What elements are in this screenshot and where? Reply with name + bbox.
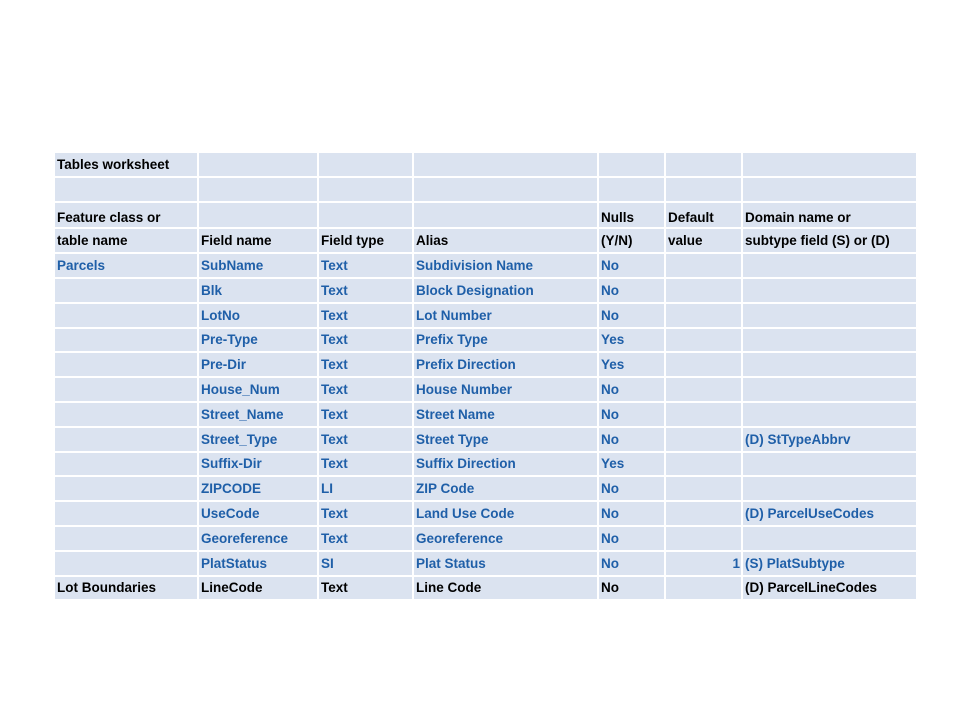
header-cell: Domain name or <box>742 202 917 229</box>
field-type-cell: Text <box>318 402 413 427</box>
header-cell: subtype field (S) or (D) <box>742 228 917 253</box>
nulls-cell: No <box>598 476 665 501</box>
default-value-cell <box>665 427 742 452</box>
field-name-cell: LotNo <box>198 303 318 328</box>
header-cell: table name <box>55 228 198 253</box>
table-name-cell <box>55 402 198 427</box>
nulls-cell: Yes <box>598 352 665 377</box>
default-value-cell <box>665 303 742 328</box>
domain-cell <box>742 352 917 377</box>
alias-cell: Georeference <box>413 526 598 551</box>
empty-cell <box>198 153 318 177</box>
header-cell: Feature class or <box>55 202 198 229</box>
table-name-cell: Lot Boundaries <box>55 576 198 601</box>
worksheet-title: Tables worksheet <box>55 153 198 177</box>
field-name-cell: Pre-Type <box>198 328 318 353</box>
nulls-cell: No <box>598 501 665 526</box>
header-cell: Default <box>665 202 742 229</box>
field-type-cell: SI <box>318 551 413 576</box>
default-value-cell <box>665 402 742 427</box>
nulls-cell: No <box>598 551 665 576</box>
field-name-cell: Street_Name <box>198 402 318 427</box>
field-type-cell: Text <box>318 253 413 278</box>
field-type-cell: Text <box>318 377 413 402</box>
default-value-cell <box>665 278 742 303</box>
field-name-cell: LineCode <box>198 576 318 601</box>
field-name-cell: Georeference <box>198 526 318 551</box>
empty-cell <box>742 177 917 202</box>
table-name-cell: Parcels <box>55 253 198 278</box>
table-name-cell <box>55 427 198 452</box>
field-name-cell: ZIPCODE <box>198 476 318 501</box>
alias-cell: Suffix Direction <box>413 452 598 477</box>
nulls-cell: No <box>598 526 665 551</box>
alias-cell: Block Designation <box>413 278 598 303</box>
table-row <box>55 427 917 452</box>
table-name-cell <box>55 377 198 402</box>
field-type-cell: Text <box>318 427 413 452</box>
header-cell <box>413 202 598 229</box>
empty-cell <box>198 177 318 202</box>
field-type-cell: Text <box>318 576 413 601</box>
table-name-cell <box>55 352 198 377</box>
default-value-cell <box>665 476 742 501</box>
field-type-cell: Text <box>318 303 413 328</box>
header-cell: Alias <box>413 228 598 253</box>
table-row <box>55 551 917 576</box>
field-type-cell: Text <box>318 526 413 551</box>
default-value-cell <box>665 377 742 402</box>
header-cell: Field type <box>318 228 413 253</box>
blank-row <box>55 177 917 202</box>
domain-cell <box>742 278 917 303</box>
table-name-cell <box>55 501 198 526</box>
field-name-cell: Pre-Dir <box>198 352 318 377</box>
table-row <box>55 476 917 501</box>
nulls-cell: Yes <box>598 328 665 353</box>
table-name-cell <box>55 526 198 551</box>
field-type-cell: Text <box>318 278 413 303</box>
header-cell: (Y/N) <box>598 228 665 253</box>
table-row <box>55 278 917 303</box>
domain-cell: (D) ParcelUseCodes <box>742 501 917 526</box>
domain-cell <box>742 526 917 551</box>
field-name-cell: UseCode <box>198 501 318 526</box>
domain-cell: (S) PlatSubtype <box>742 551 917 576</box>
field-name-cell: House_Num <box>198 377 318 402</box>
empty-cell <box>665 177 742 202</box>
empty-cell <box>413 153 598 177</box>
empty-cell <box>598 177 665 202</box>
nulls-cell: Yes <box>598 452 665 477</box>
header-cell <box>198 202 318 229</box>
field-type-cell: Text <box>318 352 413 377</box>
default-value-cell <box>665 253 742 278</box>
alias-cell: Subdivision Name <box>413 253 598 278</box>
nulls-cell: No <box>598 377 665 402</box>
default-value-cell: 1 <box>665 551 742 576</box>
table-row <box>55 303 917 328</box>
table-row <box>55 452 917 477</box>
alias-cell: Street Name <box>413 402 598 427</box>
default-value-cell <box>665 576 742 601</box>
field-name-cell: SubName <box>198 253 318 278</box>
nulls-cell: No <box>598 427 665 452</box>
alias-cell: ZIP Code <box>413 476 598 501</box>
alias-cell: Prefix Type <box>413 328 598 353</box>
table-row <box>55 352 917 377</box>
alias-cell: Street Type <box>413 427 598 452</box>
domain-cell <box>742 253 917 278</box>
default-value-cell <box>665 328 742 353</box>
table-row <box>55 253 917 278</box>
header-cell: Nulls <box>598 202 665 229</box>
alias-cell: House Number <box>413 377 598 402</box>
table-row <box>55 501 917 526</box>
table-row <box>55 377 917 402</box>
domain-cell: (D) StTypeAbbrv <box>742 427 917 452</box>
empty-cell <box>318 153 413 177</box>
domain-cell <box>742 303 917 328</box>
header-cell: Field name <box>198 228 318 253</box>
table-name-cell <box>55 551 198 576</box>
domain-cell <box>742 476 917 501</box>
field-type-cell: LI <box>318 476 413 501</box>
title-row <box>55 153 917 177</box>
alias-cell: Prefix Direction <box>413 352 598 377</box>
field-type-cell: Text <box>318 501 413 526</box>
table-name-cell <box>55 328 198 353</box>
empty-cell <box>742 153 917 177</box>
header-cell: value <box>665 228 742 253</box>
field-name-cell: PlatStatus <box>198 551 318 576</box>
table-row <box>55 576 917 601</box>
header-cell <box>318 202 413 229</box>
header-row-2 <box>55 228 917 253</box>
nulls-cell: No <box>598 576 665 601</box>
nulls-cell: No <box>598 278 665 303</box>
table-row <box>55 328 917 353</box>
field-name-cell: Street_Type <box>198 427 318 452</box>
field-type-cell: Text <box>318 328 413 353</box>
nulls-cell: No <box>598 402 665 427</box>
default-value-cell <box>665 526 742 551</box>
empty-cell <box>665 153 742 177</box>
header-row-1 <box>55 202 917 229</box>
domain-cell <box>742 402 917 427</box>
table-name-cell <box>55 476 198 501</box>
alias-cell: Plat Status <box>413 551 598 576</box>
default-value-cell <box>665 452 742 477</box>
nulls-cell: No <box>598 303 665 328</box>
field-name-cell: Suffix-Dir <box>198 452 318 477</box>
table-name-cell <box>55 278 198 303</box>
default-value-cell <box>665 501 742 526</box>
domain-cell: (D) ParcelLineCodes <box>742 576 917 601</box>
table-name-cell <box>55 452 198 477</box>
domain-cell <box>742 328 917 353</box>
table-row <box>55 402 917 427</box>
worksheet-body <box>55 153 917 600</box>
field-type-cell: Text <box>318 452 413 477</box>
field-name-cell: Blk <box>198 278 318 303</box>
empty-cell <box>598 153 665 177</box>
empty-cell <box>318 177 413 202</box>
nulls-cell: No <box>598 253 665 278</box>
tables-worksheet <box>55 153 918 601</box>
empty-cell <box>55 177 198 202</box>
alias-cell: Lot Number <box>413 303 598 328</box>
alias-cell: Line Code <box>413 576 598 601</box>
alias-cell: Land Use Code <box>413 501 598 526</box>
empty-cell <box>413 177 598 202</box>
default-value-cell <box>665 352 742 377</box>
table-row <box>55 526 917 551</box>
table-name-cell <box>55 303 198 328</box>
domain-cell <box>742 452 917 477</box>
domain-cell <box>742 377 917 402</box>
